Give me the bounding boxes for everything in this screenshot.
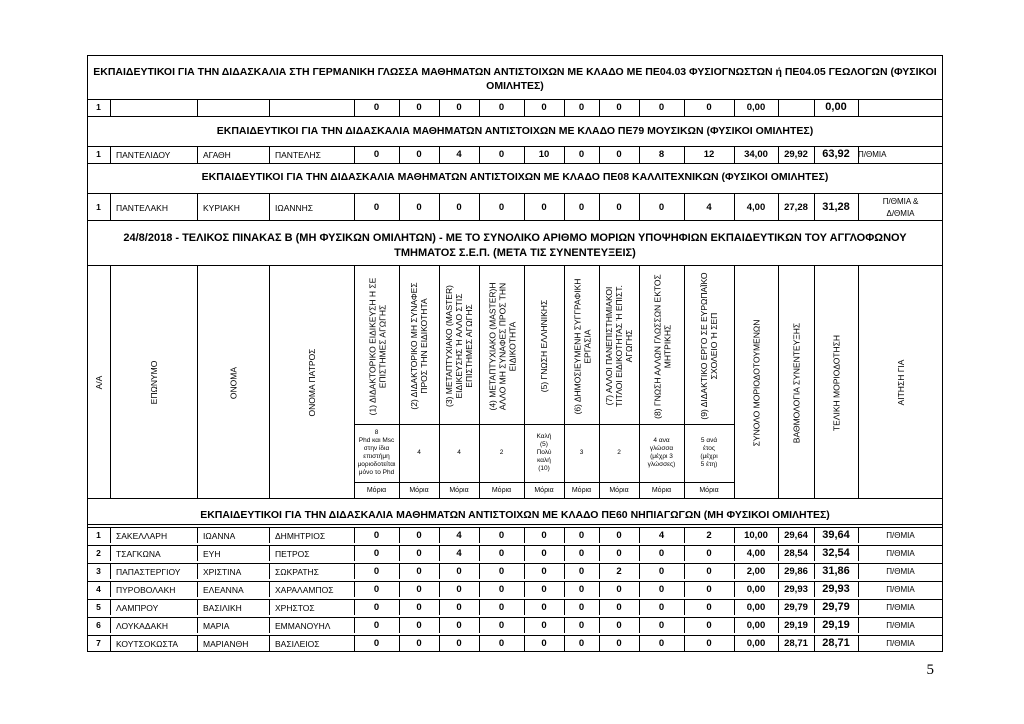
pe60-row-6-total: 0,00: [746, 619, 766, 631]
points-c2: 4: [417, 449, 421, 456]
pe60-row-7-c2: 0: [416, 637, 422, 649]
pe60-row-6-c2: 0: [416, 619, 422, 631]
ge-row-c3: 0: [456, 102, 462, 113]
pe60-row-7-final: 28,71: [822, 636, 850, 649]
pe79-row-aa: 1: [96, 149, 101, 159]
pe60-row-3-exp: 29,86: [784, 565, 808, 577]
pe60-row-3-name: ΧΡΙΣΤΙΝΑ: [203, 566, 242, 577]
moria-c2: Μόρια: [409, 487, 429, 494]
pe60-row-6-exp: 29,19: [784, 619, 808, 631]
points-c9: 5 ανά έτος (μέχρι 5 έτη): [700, 437, 718, 468]
pe60-row-2-c6: 0: [578, 547, 585, 559]
pe60-row-3-c9: 0: [706, 565, 712, 577]
pe60-row-4-c1: 0: [373, 583, 380, 595]
ge-row-c5: 0: [541, 102, 547, 113]
pe60-row-2-total: 4,00: [746, 547, 766, 559]
section-title-pe08: ΕΚΠΑΙΔΕΥΤΙΚΟΙ ΓΙΑ ΤΗΝ ΔΙΔΑΣΚΑΛΙΑ ΜΑΘΗΜΑΤΩΝ ΑΝΤΙΣΤΟΙΧΩΝ ΜΕ ΚΛΑΔΟ ΠΕ08 ΚΑΛΛΙΤΕΧΝΙΚΩΝ (ΦΥΣΙΚΟΙ ΟΜΙΛΗΤΕΣ): [201, 171, 829, 183]
pe60-row-6-c3: 0: [456, 619, 462, 631]
pe60-row-3-c5: 0: [541, 565, 547, 577]
pe60-row-2-father: ΠΕΤΡΟΣ: [275, 548, 310, 559]
header-surname: ΕΠΩΝΥΜΟ: [148, 360, 159, 405]
ge-row-c2: 0: [416, 102, 422, 113]
header-total: ΣΥΝΟΛΟ ΜΟΡΙΟΔΟΤΟΥΜΕΝΩΝ: [751, 319, 761, 446]
pe60-row-1-exp: 29,64: [784, 529, 808, 541]
header-exp: ΒΑΘΜΟΛΟΓΙΑ ΣΥΝΕΝΤΕΥΞΗΣ: [791, 322, 801, 443]
pe60-row-7-c5: 0: [541, 637, 547, 649]
pe60-row-3-c2: 0: [416, 565, 422, 577]
pe79-row-final: 63,92: [822, 148, 850, 160]
pe60-row-5-c8: 0: [658, 601, 665, 613]
pe60-row-2-c4: 0: [498, 547, 505, 559]
header-c8: (8) ΓΝΩΣΗ ΑΛΛΩΝ ΓΛΩΣΣΩΝ ΕΚΤΟΣ ΜΗΤΡΙΚΗΣ: [651, 273, 672, 419]
pe08-row-c2: 0: [416, 201, 422, 213]
pe08-row-req-line1: Π/ΘΜΙΑ &: [882, 196, 919, 206]
pe08-row-aa: 1: [96, 201, 101, 212]
pe60-row-7-c4: 0: [498, 637, 505, 649]
pe60-row-4-aa: 4: [96, 583, 101, 594]
pe60-row-7-father: ΒΑΣΙΛΕΙΟΣ: [275, 638, 320, 649]
pe60-row-2-exp: 28,54: [784, 547, 808, 559]
pe60-row-6-surname: ΛΟΥΚΑΔΑΚΗ: [116, 620, 169, 631]
moria-c7: Μόρια: [609, 487, 629, 494]
pe60-row-2-c9: 0: [706, 547, 712, 559]
ge-row-c9: 0: [706, 102, 712, 113]
pe60-row-5-c3: 0: [456, 601, 462, 613]
pe60-row-3-surname: ΠΑΠΑΣΤΕΡΓΙΟΥ: [116, 566, 181, 577]
ge-row-final: 0,00: [825, 101, 847, 113]
pe79-row-c9: 12: [703, 149, 715, 160]
header-c5: (5) ΓΝΩΣΗ ΕΛΛΗΝΙΚΗΣ: [539, 299, 549, 393]
pe79-row-exp: 29,92: [784, 149, 808, 160]
pe79-row-req: Π/ΘΜΙΑ: [858, 150, 887, 159]
ge-row-c1: 0: [373, 102, 380, 113]
pe60-row-7-exp: 28,71: [784, 637, 808, 649]
pe08-row-c3: 0: [456, 201, 462, 213]
pe60-row-2-name: ΕΥΗ: [203, 548, 221, 559]
page-number: 5: [926, 662, 934, 678]
pe79-row-father: ΠΑΝΤΕΛΗΣ: [275, 150, 321, 160]
pe60-row-5-c7: 0: [616, 601, 622, 613]
header-c6: (6) ΔΗΜΟΣΙΕΥΜΕΝΗ ΣΥΓΓΡΑΦΙΚΗ ΕΡΓΑΣΙΑ: [571, 278, 592, 414]
pe60-row-5-surname: ΛΑΜΠΡΟΥ: [116, 602, 159, 613]
moria-c8: Μόρια: [651, 487, 672, 494]
pe60-row-3-c4: 0: [498, 565, 505, 577]
pe60-row-4-c4: 0: [498, 583, 505, 595]
moria-c4: Μόρια: [491, 487, 512, 494]
pe60-row-7-total: 0,00: [746, 637, 766, 649]
pe79-row-c3: 4: [456, 149, 462, 160]
pe60-row-3-c1: 0: [373, 565, 380, 577]
pe60-row-2-req: Π/ΘΜΙΑ: [886, 548, 915, 558]
pe60-row-5-name: ΒΑΣΙΛΙΚΗ: [203, 602, 242, 613]
pe08-row-c8: 0: [658, 201, 665, 213]
header-father: ΟΝΟΜΑ ΠΑΤΡΟΣ: [306, 348, 317, 417]
pe60-row-3-aa: 3: [96, 565, 101, 576]
pe79-row-c7: 0: [616, 149, 622, 160]
pe60-row-6-father: ΕΜΜΑΝΟΥΗΛ: [275, 620, 331, 631]
pe60-row-5-aa: 5: [96, 601, 101, 612]
header-name: ΟΝΟΜΑ: [228, 366, 238, 399]
pe60-row-3-c3: 0: [456, 565, 462, 577]
header-req: ΑΙΤΗΣΗ ΓΙΑ: [895, 359, 906, 406]
pe08-row-c5: 0: [541, 201, 547, 213]
points-c8: 4 ανα γλώσσα (μέχρι 3 γλώσσες): [647, 437, 676, 468]
header-c1: (1) ΔΙΔΑΚΤΟΡΙΚΟ ΕΙΔΙΚΕΥΣΗ Η ΣΕ ΕΠΙΣΤΗΜΕΣ ΑΓΩΓΗΣ: [366, 277, 387, 415]
pe60-row-7-surname: ΚΟΥΤΣΟΚΩΣΤΑ: [116, 638, 178, 649]
pe79-row-total: 34,00: [744, 149, 768, 160]
pe60-row-2-c5: 0: [541, 547, 547, 559]
pe08-row-exp: 27,28: [784, 201, 808, 213]
pe60-row-5-total: 0,00: [746, 601, 766, 613]
pe60-row-3-req: Π/ΘΜΙΑ: [886, 566, 915, 576]
pe08-row-c4: 0: [498, 201, 505, 213]
pe60-row-5-final: 29,79: [822, 600, 850, 613]
ge-row-total: 0,00: [746, 102, 766, 113]
main-title-line-2: ΤΜΗΜΑΤΟΣ Σ.Ε.Π. (ΜΕΤΑ ΤΙΣ ΣΥΝΕΝΤΕΥΞΕΙΣ): [394, 247, 636, 259]
pe79-row-c2: 0: [416, 149, 422, 160]
pe60-row-1-c4: 0: [498, 529, 505, 541]
points-c5: Καλή (5) Πολύ καλή (10): [536, 433, 552, 472]
header-c7: (7) ΑΛΛΟΙ ΠΑΝΕΠΙΣΤΗΜΙΑΚΟΙ ΤΙΤΛΟΙ ΕΙΔΙΚΟΤΗΤΑΣ Ή ΕΠΙΣΤ. ΑΓΩΓΗΣ: [604, 285, 634, 407]
pe08-row-final: 31,28: [822, 200, 850, 213]
pe60-row-1-aa: 1: [96, 529, 101, 540]
pe60-row-6-c9: 0: [706, 619, 712, 631]
header-final: ΤΕΛΙΚΗ ΜΟΡΙΟΔΟΤΗΣΗ: [831, 334, 841, 431]
pe60-row-4-c6: 0: [578, 583, 585, 595]
pe08-row-c1: 0: [373, 201, 380, 213]
header-aa: Α/Α: [93, 375, 104, 390]
moria-c9: Μόρια: [699, 487, 719, 494]
header-c3: (3) ΜΕΤΑΠΤΥΧΙΑΚΟ (MASTER) ΕΙΔΙΚΕΥΣΗΣ Ή ΑΛΛΟ ΣΤΙΣ ΕΠΙΣΤΗΜΕΣ ΑΓΩΓΗΣ: [444, 285, 474, 407]
pe60-row-4-name: ΕΛΕΑΝΝΑ: [203, 584, 244, 595]
pe60-row-5-c1: 0: [373, 601, 380, 613]
pe60-row-6-c8: 0: [658, 619, 665, 631]
pe60-row-1-c7: 0: [616, 529, 622, 541]
pe60-row-2-surname: ΤΣΑΓΚΩΝΑ: [116, 548, 161, 559]
pe79-row-name: ΑΓΑΘΗ: [203, 150, 231, 160]
pe79-row-c5: 10: [538, 149, 550, 160]
pe60-row-7-c9: 0: [706, 637, 712, 649]
pe60-row-1-c8: 4: [658, 529, 665, 541]
pe60-row-3-father: ΣΩΚΡΑΤΗΣ: [275, 566, 319, 577]
pe60-row-4-father: ΧΑΡΑΛΑΜΠΟΣ: [275, 584, 334, 595]
points-c3: 4: [457, 449, 461, 456]
pe60-row-6-c4: 0: [498, 619, 505, 631]
pe79-row-c8: 8: [658, 149, 665, 160]
points-c4: 2: [499, 449, 504, 456]
pe60-row-1-c9: 2: [706, 529, 712, 541]
points-c1: 8 Phd και Msc στην ίδια επιστήμη μοριοδοτείται μόνο το Phd: [357, 429, 396, 476]
pe60-row-4-c2: 0: [416, 583, 422, 595]
moria-c1: Μόρια: [366, 487, 387, 494]
pe60-row-2-final: 32,54: [822, 546, 850, 559]
pe60-row-6-c6: 0: [578, 619, 585, 631]
pe60-row-2-c3: 4: [456, 547, 462, 559]
pe60-row-3-final: 31,86: [822, 564, 850, 577]
pe60-row-5-c6: 0: [578, 601, 585, 613]
pe79-row-c6: 0: [578, 149, 585, 160]
pe60-row-1-total: 10,00: [744, 529, 768, 541]
pe60-row-1-c5: 0: [541, 529, 547, 541]
pe08-row-total: 4,00: [746, 201, 766, 213]
pe08-row-name: ΚΥΡΙΑΚΗ: [203, 202, 240, 213]
pe60-row-6-c1: 0: [373, 619, 380, 631]
pe08-row-c9: 4: [706, 201, 712, 213]
pe60-row-3-c6: 0: [578, 565, 585, 577]
pe60-row-1-final: 39,64: [822, 528, 850, 541]
pe60-row-3-c7: 2: [616, 565, 622, 577]
points-c6: 3: [579, 449, 584, 456]
pe60-row-5-req: Π/ΘΜΙΑ: [886, 602, 915, 612]
pe60-row-7-c6: 0: [578, 637, 585, 649]
pe79-row-c1: 0: [373, 149, 380, 160]
moria-c3: Μόρια: [449, 487, 469, 494]
header-c9: (9) ΔΙΔΑΚΤΙΚΟ ΕΡΓΟ ΣΕ ΕΥΡΩΠΑΪΚΟ ΣΧΟΛΕΙΟ Ή ΣΕΠ: [699, 272, 719, 420]
pe60-row-4-c7: 0: [616, 583, 622, 595]
pe60-row-6-c5: 0: [541, 619, 547, 631]
pe60-row-6-req: Π/ΘΜΙΑ: [886, 620, 915, 630]
pe60-row-6-aa: 6: [96, 619, 101, 630]
pe60-row-1-father: ΔΗΜΗΤΡΙΟΣ: [275, 530, 326, 541]
ge-row-c7: 0: [616, 102, 622, 113]
pe60-row-6-c7: 0: [616, 619, 622, 631]
pe60-row-7-name: ΜΑΡΙΑΝΘΗ: [203, 638, 249, 649]
pe60-row-7-c8: 0: [658, 637, 665, 649]
pe60-row-2-c8: 0: [658, 547, 665, 559]
pe60-row-4-req: Π/ΘΜΙΑ: [886, 584, 915, 594]
pe60-row-2-c1: 0: [373, 547, 380, 559]
main-title-line-1: 24/8/2018 - ΤΕΛΙΚΟΣ ΠΙΝΑΚΑΣ Β (ΜΗ ΦΥΣΙΚΩΝ ΟΜΙΛΗΤΩΝ) - ΜΕ ΤΟ ΣΥΝΟΛΙΚΟ ΑΡΙΘΜΟ ΜΟΡΙΩΝ ΥΠΟΨΗΦΙΩΝ ΕΚΠΑΙΔΕΥΤΙΚΩΝ ΤΟΥ ΑΓΓΛΟΦΩΝΟΥ: [123, 232, 907, 244]
pe60-row-7-c7: 0: [616, 637, 622, 649]
pe60-row-7-c3: 0: [456, 637, 462, 649]
pe79-row-c4: 0: [498, 149, 505, 160]
pe60-row-1-req: Π/ΘΜΙΑ: [886, 530, 915, 540]
pe60-row-1-name: ΙΩΑΝΝΑ: [203, 530, 236, 541]
pe60-row-5-c2: 0: [416, 601, 422, 613]
pe60-row-4-exp: 29,93: [784, 583, 808, 595]
moria-c6: Μόρια: [571, 487, 592, 494]
pe60-row-3-total: 2,00: [746, 565, 766, 577]
pe60-row-7-req: Π/ΘΜΙΑ: [886, 638, 915, 648]
pe60-row-7-aa: 7: [96, 637, 101, 648]
pe08-row-c7: 0: [616, 201, 622, 213]
pe60-row-2-c2: 0: [416, 547, 422, 559]
pe08-row-surname: ΠΑΝΤΕΛΑΚΗ: [116, 202, 168, 213]
pe60-row-6-final: 29,19: [822, 618, 850, 631]
points-c7: 2: [617, 449, 621, 456]
section-title-pe60: ΕΚΠΑΙΔΕΥΤΙΚΟΙ ΓΙΑ ΤΗΝ ΔΙΔΑΣΚΑΛΙΑ ΜΑΘΗΜΑΤΩΝ ΑΝΤΙΣΤΟΙΧΩΝ ΜΕ ΚΛΑΔΟ ΠΕ60 ΝΗΠΙΑΓΩΓΩΝ (ΜΗ ΦΥΣΙΚΟΙ ΟΜΙΛΗΤΕΣ): [200, 509, 830, 521]
pe08-row-father: ΙΩΑΝΝΗΣ: [275, 202, 314, 213]
moria-c5: Μόρια: [534, 487, 554, 494]
section-title-ge: ΕΚΠΑΙΔΕΥΤΙΚΟΙ ΓΙΑ ΤΗΝ ΔΙΔΑΣΚΑΛΙΑ ΣΤΗ ΓΕΡΜΑΝΙΚΗ ΓΛΩΣΣΑ ΜΑΘΗΜΑΤΩΝ ΑΝΤΙΣΤΟΙΧΩΝ ΜΕ ΚΛΑΔΟ ΜΕ ΠΕ04.03 ΦΥΣΙΟΓΝΩΣΤΩΝ ή ΠΕ04.05 ΓΕΩΛΟΓΩΝ (ΦΥΣΙΚΟΙ ΟΜΙΛΗΤΕΣ): [93, 66, 937, 92]
pe60-row-5-c5: 0: [541, 601, 547, 613]
pe08-row-req-line2: Δ/ΘΜΙΑ: [886, 208, 915, 218]
pe79-row-surname: ΠΑΝΤΕΛΙΔΟΥ: [116, 150, 171, 160]
pe60-row-4-final: 29,93: [822, 582, 850, 595]
pe60-row-4-c8: 0: [658, 583, 665, 595]
pe60-row-1-c3: 4: [456, 529, 462, 541]
ge-row-aa: 1: [96, 102, 101, 112]
ge-row-c6: 0: [578, 102, 585, 113]
pe60-row-4-c5: 0: [541, 583, 547, 595]
pe60-row-2-aa: 2: [96, 547, 101, 558]
pe60-row-5-exp: 29,79: [784, 601, 808, 613]
pe60-row-1-c2: 0: [416, 529, 422, 541]
pe08-row-c6: 0: [578, 201, 585, 213]
pe60-row-5-c4: 0: [498, 601, 505, 613]
ge-row-c4: 0: [498, 102, 505, 113]
pe60-row-4-surname: ΠΥΡΟΒΟΛΑΚΗ: [116, 584, 176, 595]
pe60-row-4-total: 0,00: [746, 583, 766, 595]
pe60-row-5-c9: 0: [706, 601, 712, 613]
header-c4: (4) ΜΕΤΑΠΤΥΧΙΑΚΟ (MASTER)Η ΑΛΛΟ ΜΗ ΣΥΝΑΦΕΣ ΠΡΟΣ ΤΗΝ ΕΙΔΙΚΟΤΗΤΑ: [486, 281, 517, 411]
pe60-row-4-c9: 0: [706, 583, 712, 595]
pe60-row-5-father: ΧΡΗΣΤΟΣ: [275, 602, 315, 613]
pe60-row-1-c1: 0: [373, 529, 380, 541]
pe60-row-3-c8: 0: [658, 565, 665, 577]
pe60-row-2-c7: 0: [616, 547, 622, 559]
header-c2: (2) ΔΙΔΑΚΤΟΡΙΚΟ ΜΗ ΣΥΝΑΦΕΣ ΠΡΟΣ ΤΗΝ ΕΙΔΙΚΟΤΗΤΑ: [409, 282, 429, 410]
pe60-row-1-surname: ΣΑΚΕΛΛΑΡΗ: [116, 530, 168, 541]
ge-row-c8: 0: [658, 102, 665, 113]
section-title-pe79: ΕΚΠΑΙΔΕΥΤΙΚΟΙ ΓΙΑ ΤΗΝ ΔΙΔΑΣΚΑΛΙΑ ΜΑΘΗΜΑΤΩΝ ΑΝΤΙΣΤΟΙΧΩΝ ΜΕ ΚΛΑΔΟ ΠΕ79 ΜΟΥΣΙΚΩΝ (ΦΥΣΙΚΟΙ ΟΜΙΛΗΤΕΣ): [216, 125, 814, 137]
pe60-row-7-c1: 0: [373, 637, 380, 649]
pe60-row-6-name: ΜΑΡΙΑ: [203, 620, 230, 631]
pe60-row-4-c3: 0: [456, 583, 462, 595]
pe60-row-1-c6: 0: [578, 529, 585, 541]
